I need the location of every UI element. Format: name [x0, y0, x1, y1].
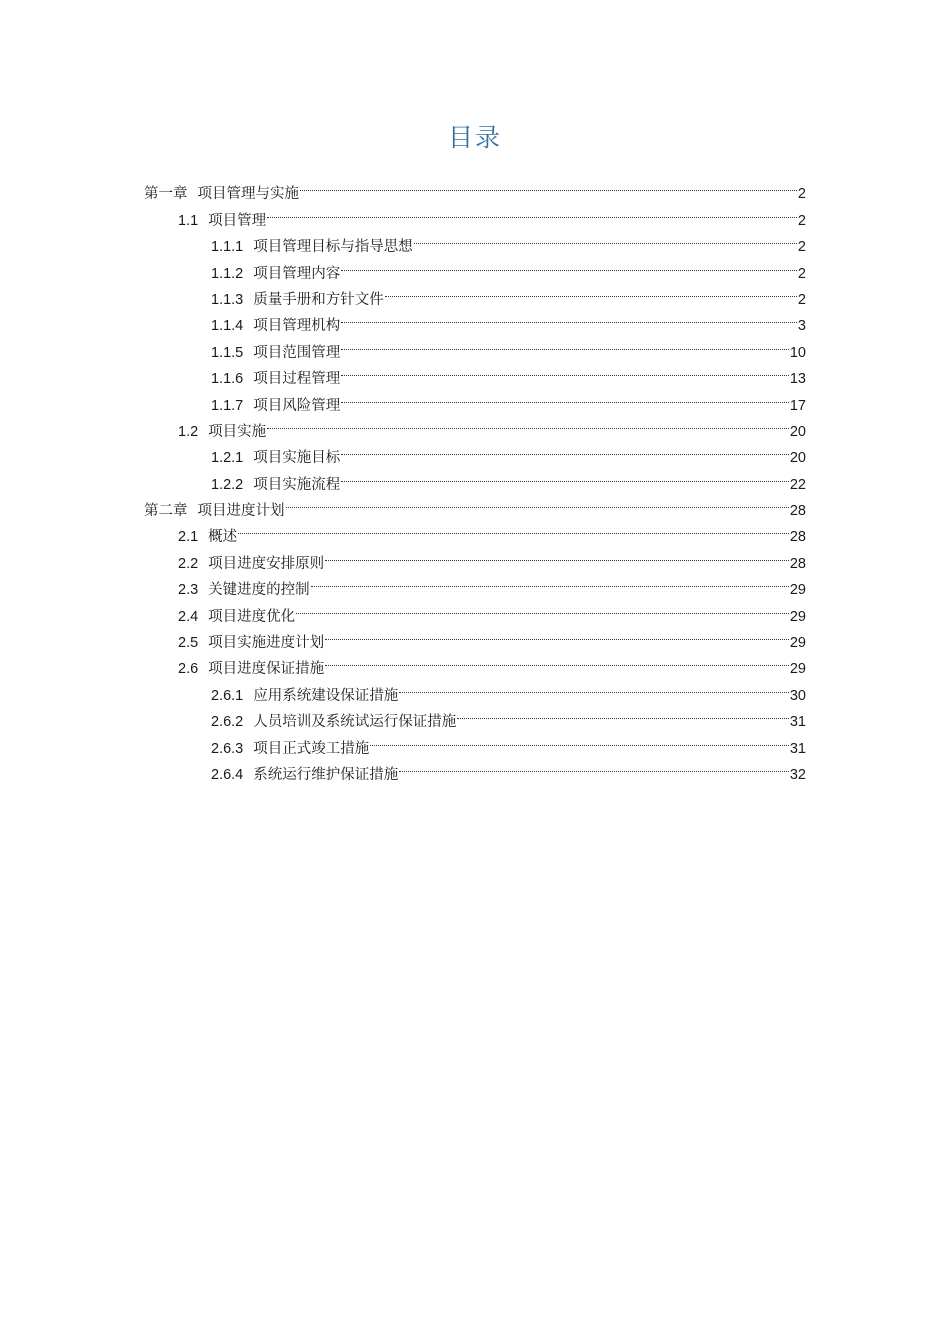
toc-entry-label: 人员培训及系统试运行保证措施 — [253, 714, 457, 731]
toc-dot-leader — [341, 436, 789, 462]
toc-entry[interactable] — [144, 357, 806, 388]
toc-dot-leader — [414, 225, 797, 251]
toc-entry-label: 应用系统建设保证措施 — [253, 687, 399, 704]
toc-entry-number: 2.6.4 — [211, 766, 244, 783]
toc-page-number: 2 — [797, 265, 806, 282]
toc-page-number: 28 — [789, 555, 806, 572]
toc-page-number: 30 — [789, 687, 806, 704]
toc-entry-number: 2.6.2 — [211, 714, 244, 731]
toc-entry-number: 2.6 — [178, 661, 199, 678]
toc-page-number: 28 — [789, 529, 806, 546]
toc-page-number: 3 — [797, 318, 806, 335]
toc-entry-label: 项目管理 — [208, 212, 267, 229]
toc-page-number: 2 — [797, 186, 806, 203]
toc-entry-label: 项目实施目标 — [253, 450, 341, 467]
toc-entry-number: 1.1.5 — [211, 344, 244, 361]
toc-entry-number: 1.1.3 — [211, 291, 244, 308]
toc-entry-number: 2.4 — [178, 608, 199, 625]
toc-entry[interactable] — [144, 462, 806, 493]
toc-entry-number: 2.6.1 — [211, 687, 244, 704]
toc-entry-label: 项目实施 — [208, 423, 267, 440]
toc-entry-number: 2.6.3 — [211, 740, 244, 757]
toc-entry-number: 第一章 — [144, 186, 188, 203]
toc-entry-label: 项目管理目标与指导思想 — [253, 239, 413, 256]
toc-entry-number: 1.1.2 — [211, 265, 244, 282]
toc-dot-leader — [341, 357, 789, 383]
toc-entry-number: 1.1.1 — [211, 239, 244, 256]
toc-entry[interactable] — [144, 330, 806, 361]
toc-entry-label: 项目进度优化 — [208, 608, 296, 625]
toc-entry-label: 项目实施流程 — [253, 476, 341, 493]
toc-list — [144, 172, 806, 783]
toc-entry[interactable] — [144, 172, 806, 203]
toc-entry-label: 项目管理机构 — [253, 318, 341, 335]
toc-dot-leader — [325, 621, 789, 647]
toc-page-number: 10 — [789, 344, 806, 361]
toc-dot-leader — [370, 726, 789, 752]
toc-dot-leader — [267, 410, 789, 436]
toc-page-number: 29 — [789, 582, 806, 599]
toc-entry-number: 2.2 — [178, 555, 199, 572]
toc-page-number: 20 — [789, 450, 806, 467]
toc-entry-number: 1.2 — [178, 423, 199, 440]
toc-entry-number: 第二章 — [144, 503, 188, 520]
toc-entry[interactable] — [144, 251, 806, 282]
toc-entry-label: 项目过程管理 — [253, 371, 341, 388]
toc-page-number: 2 — [797, 291, 806, 308]
toc-entry-label: 关键进度的控制 — [208, 582, 310, 599]
toc-entry-label: 项目管理与实施 — [197, 186, 299, 203]
toc-entry-number: 1.1.7 — [211, 397, 244, 414]
toc-entry-number: 1.2.1 — [211, 450, 244, 467]
toc-dot-leader — [399, 673, 789, 699]
toc-entry-label: 项目实施进度计划 — [208, 635, 325, 652]
toc-dot-leader — [325, 647, 789, 673]
toc-dot-leader — [296, 594, 789, 620]
toc-dot-leader — [286, 489, 789, 515]
toc-dot-leader — [267, 198, 797, 224]
toc-page-number: 22 — [789, 476, 806, 493]
toc-entry-number: 2.3 — [178, 582, 199, 599]
toc-dot-leader — [341, 304, 797, 330]
toc-entry[interactable] — [144, 278, 806, 308]
toc-page-number: 29 — [789, 608, 806, 625]
toc-page-number: 20 — [789, 423, 806, 440]
toc-entry[interactable] — [144, 700, 806, 731]
toc-entry-label: 项目进度安排原则 — [208, 555, 325, 572]
toc-dot-leader — [238, 515, 789, 541]
toc-dot-leader — [341, 462, 789, 488]
toc-entry-number: 1.1.4 — [211, 318, 244, 335]
toc-dot-leader — [399, 753, 789, 779]
toc-page-number: 2 — [797, 239, 806, 256]
toc-entry[interactable] — [144, 383, 806, 414]
toc-entry-label: 概述 — [208, 529, 238, 546]
toc-entry-label: 项目进度计划 — [197, 503, 285, 520]
toc-entry-number: 1.1 — [178, 212, 199, 229]
toc-entry-label: 项目进度保证措施 — [208, 661, 325, 678]
toc-entry[interactable] — [144, 753, 806, 783]
toc-page-number: 31 — [789, 714, 806, 731]
toc-entry[interactable] — [144, 726, 806, 757]
toc-page-number: 28 — [789, 503, 806, 520]
toc-dot-leader — [311, 568, 789, 594]
toc-page-number: 31 — [789, 740, 806, 757]
toc-page-number: 29 — [789, 661, 806, 678]
toc-entry[interactable] — [144, 515, 806, 546]
toc-page-number: 17 — [789, 397, 806, 414]
toc-page-number: 32 — [789, 766, 806, 783]
toc-title: 目录 — [447, 123, 502, 152]
toc-entry-label: 项目管理内容 — [253, 265, 341, 282]
toc-entry-number: 1.2.2 — [211, 476, 244, 493]
toc-entry-number: 2.5 — [178, 635, 199, 652]
toc-page-number: 13 — [789, 371, 806, 388]
toc-entry-label: 项目正式竣工措施 — [253, 740, 370, 757]
toc-entry[interactable] — [144, 489, 806, 520]
toc-entry[interactable] — [144, 304, 806, 335]
toc-entry[interactable] — [144, 410, 806, 440]
toc-entry-label: 系统运行维护保证措施 — [253, 766, 399, 783]
toc-dot-leader — [385, 278, 797, 304]
toc-entry[interactable] — [144, 541, 806, 572]
toc-dot-leader — [341, 383, 789, 409]
toc-dot-leader — [341, 251, 797, 277]
toc-entry-label: 质量手册和方针文件 — [253, 291, 384, 308]
toc-page-number: 29 — [789, 635, 806, 652]
toc-entry-number: 1.1.6 — [211, 371, 244, 388]
toc-entry-label: 项目范围管理 — [253, 344, 341, 361]
toc-page-number: 2 — [797, 212, 806, 229]
toc-dot-leader — [325, 541, 789, 567]
toc-dot-leader — [457, 700, 789, 726]
toc-entry-number: 2.1 — [178, 529, 199, 546]
toc-dot-leader — [300, 172, 797, 198]
toc-dot-leader — [341, 330, 789, 356]
toc-entry-label: 项目风险管理 — [253, 397, 341, 414]
